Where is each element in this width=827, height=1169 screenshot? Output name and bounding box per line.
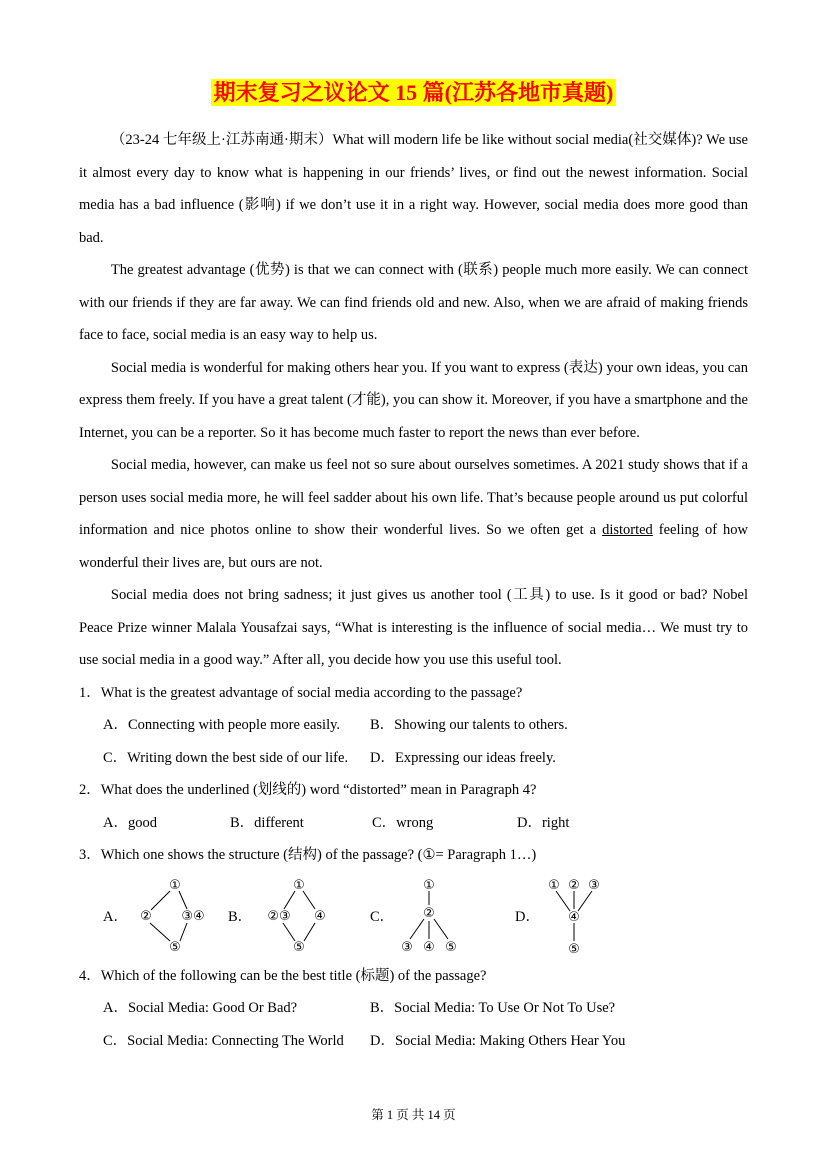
question-3-options — [103, 875, 748, 957]
question-2 — [79, 774, 748, 839]
node-label: ②③ — [267, 908, 291, 924]
node-label: ① — [293, 877, 305, 893]
node-label: ① — [548, 877, 560, 893]
question-2-option-c: C．wrong — [372, 814, 434, 831]
node-label: ② — [140, 908, 152, 924]
passage-paragraph-5: Social media does not bring sadness; it just gives us another tool (工具) to use. Is it good or bad? Nobel Peace Prize winner Malala Yousafzai says, “What is interesting is the influence of social media… We must try to use social media in a good way.” After all, you decide how you use this useful tool. — [79, 587, 748, 668]
question-1-stem: 1．What is the greatest advantage of social media according to the passage? — [79, 684, 523, 701]
question-1 — [79, 677, 748, 775]
node-label: ② — [568, 877, 580, 893]
question-3-option-c-label: C． — [370, 909, 395, 925]
question-2-option-b: B．different — [230, 814, 304, 831]
question-1-option-a: A．Connecting with people more easily. — [103, 717, 341, 733]
structure-diagram-a — [130, 875, 222, 957]
node-label: ③ — [401, 939, 413, 955]
node-label: ⑤ — [169, 939, 181, 955]
question-4-option-a: A．Social Media: Good Or Bad? — [103, 1000, 298, 1016]
question-3-option-b — [228, 875, 370, 957]
node-label: ③④ — [181, 908, 205, 924]
page-footer: 第 1 页 共 14 页 — [371, 1108, 456, 1122]
question-1-option-d: D．Expressing our ideas freely. — [370, 749, 556, 766]
question-3 — [79, 839, 748, 957]
question-1-option-c: C．Writing down the best side of our life. — [103, 749, 349, 766]
question-4-option-d: D．Social Media: Making Others Hear You — [370, 1032, 626, 1049]
page-title — [79, 78, 748, 108]
question-4-stem: 4．Which of the following can be the best title (标题) of the passage? — [79, 967, 487, 984]
passage-paragraph-2: The greatest advantage (优势) is that we can connect with (联系) people much more easily. We can connect with our friends if they are far away. We can find friends old and new. Also, when we are afraid of making friends face to face, social media is an easy way to help us. — [79, 262, 748, 343]
node-label: ③ — [588, 877, 600, 893]
question-2-option-a: A．good — [103, 814, 157, 831]
node-label: ⑤ — [568, 941, 580, 957]
node-label: ① — [423, 877, 435, 893]
node-label: ① — [169, 877, 181, 893]
question-3-option-d-label: D． — [515, 909, 540, 925]
question-3-option-a-label: A． — [103, 909, 128, 925]
highlighted-title-text: 期末复习之议论文 15 篇(江苏各地市真题) — [211, 79, 617, 106]
node-label: ② — [423, 905, 435, 921]
question-3-option-b-label: B． — [228, 909, 253, 925]
question-3-option-c — [370, 875, 515, 957]
question-4-option-c: C．Social Media: Connecting The World — [103, 1032, 344, 1049]
question-4 — [79, 960, 748, 1058]
node-label: ④ — [568, 909, 580, 925]
question-3-option-a — [103, 875, 228, 957]
passage-paragraph-3: Social media is wonderful for making others hear you. If you want to express (表达) your own ideas, you can express them freely. If you have a great talent (才能), you can show it. Moreover, if you have a smartphone and the Internet, you can be a reporter. So it has become much faster to report the news than ever before. — [79, 359, 748, 441]
underlined-word: distorted — [602, 522, 653, 538]
structure-diagram-d — [542, 875, 606, 957]
question-1-options — [103, 709, 748, 774]
question-2-options — [103, 807, 748, 840]
structure-diagram-b — [254, 875, 346, 957]
question-2-option-d: D．right — [517, 814, 570, 831]
question-4-options — [103, 992, 748, 1057]
paragraph-4-text-after: feeling of how wonderful their lives are, but ours are not. — [79, 522, 748, 571]
passage-paragraph-1: （23-24 七年级上·江苏南通·期末）What will modern life be like without social media(社交媒体)? We use it almost every day to know what is happening in our friends’ lives, or find out the newest information. Social media has a bad influence (影响) if we don’t use it in a right way. However, social media does more good than bad. — [79, 132, 748, 246]
paragraph-4-text-before: Social media, however, can make us feel not so sure about ourselves sometimes. A 2021 study shows that if a person uses social media more, he will feel sadder about his own life. That’s because people around us put colorful information and nice photos online to show their wonderful lives. So we often get a — [79, 457, 748, 538]
question-4-option-b: B．Social Media: To Use Or Not To Use? — [370, 1000, 616, 1016]
question-2-stem: 2．What does the underlined (划线的) word “distorted” mean in Paragraph 4? — [79, 782, 537, 798]
node-label: ⑤ — [293, 939, 305, 955]
passage-paragraph-4 — [79, 449, 748, 579]
question-1-option-b: B．Showing our talents to others. — [370, 717, 568, 733]
node-label: ④ — [314, 908, 326, 924]
node-label: ⑤ — [445, 939, 457, 955]
question-3-option-d — [515, 875, 606, 957]
node-label: ④ — [423, 939, 435, 955]
question-3-stem: 3．Which one shows the structure (结构) of the passage? (①= Paragraph 1…) — [79, 847, 537, 863]
structure-diagram-c — [396, 875, 462, 957]
